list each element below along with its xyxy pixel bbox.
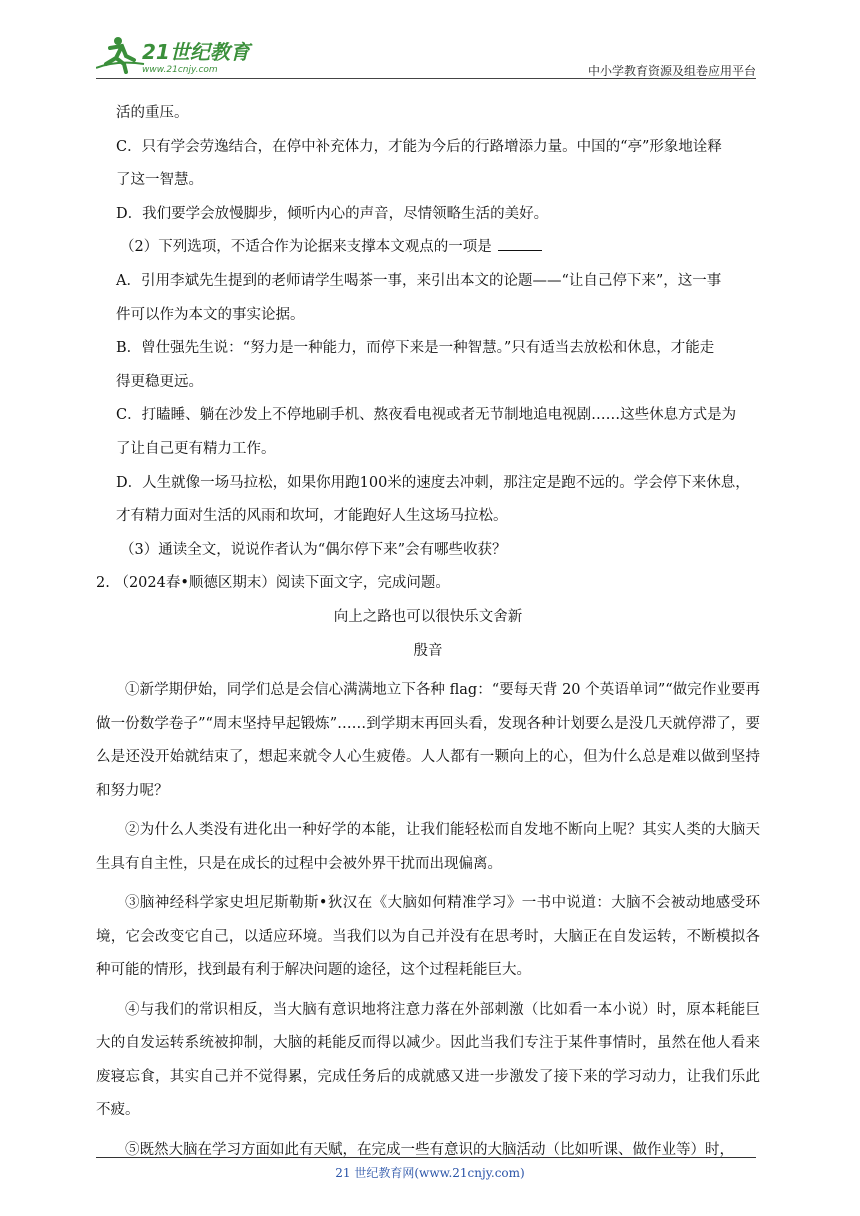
header-divider [96,78,756,79]
option-c: C．打瞌睡、躺在沙发上不停地刷手机、熬夜看电视或者无节制地追电视剧……这些休息方式是为 [116,407,737,424]
article-paragraph-2: ②为什么人类没有进化出一种好学的本能，让我们能轻松而自发地不断向上呢？其实人类的大脑天生具有自主性，只是在成长的过程中会被外界干扰而出现偏离。 [96,822,760,872]
problem-2-heading: 2. （2024春•顺德区期末）阅读下面文字，完成问题。 [96,575,450,592]
article-paragraph-3: ③脑神经科学家史坦尼斯勒斯•狄汉在《大脑如何精准学习》一书中说道：大脑不会被动地感受环境，它会改变它自己，以适应环境。当我们以为自己并没有在思考时，大脑正在自发运转，不断模拟各种可能的情形，找到最有利于解决问题的途径，这个过程耗能巨大。 [96,895,760,979]
footer-divider [96,1157,756,1158]
page-footer: 21 世纪教育网(www.21cnjy.com) [335,1166,525,1180]
question-text: （2）下列选项，不适合作为论据来支撑本文观点的一项是 [120,239,492,256]
option-d: D．人生就像一场马拉松，如果你用跑100米的速度去冲刺，那注定是跑不远的。学会停下来休息， [116,474,750,491]
text-line: 了让自己更有精力工作。 [116,440,276,457]
text-line: 才有精力面对生活的风雨和坎坷，才能跑好人生这场马拉松。 [116,508,508,525]
platform-name: 中小学教育资源及组卷应用平台 [587,64,756,78]
question-2 [96,231,760,265]
answer-blank [498,236,542,251]
option-c: C．只有学会劳逸结合，在停中补充体力，才能为今后的行路增添力量。中国的“亭”形象地诠释 [116,138,722,155]
question-3: （3）通读全文，说说作者认为“偶尔停下来”会有哪些收获？ [120,541,507,558]
text-line: 得更稳更远。 [116,373,203,390]
article-paragraph-1: ①新学期伊始，同学们总是会信心满满地立下各种 flag：“要每天背 20 个英语单词”“做完作业要再做一份数学卷子”“周末坚持早起锻炼”……到学期末再回头看，发现各种计划要么是没几天就停滞了，要么是还没开始就结束了，想起来就令人心生疲倦。人人都有一颗向上的心，但为什么总是难以做到坚持和努力呢？ [96,682,760,799]
option-b: B．曾仕强先生说：“努力是一种能力，而停下来是一种智慧。”只有适当去放松和休息，才能走 [116,340,715,357]
article-paragraph-4: ④与我们的常识相反，当大脑有意识地将注意力落在外部刺激（比如看一本小说）时，原本耗能巨大的自发运转系统被抑制，大脑的耗能反而得以减少。因此当我们专注于某件事情时，虽然在他人看来废寝忘食，其实自己并不觉得累，完成任务后的成就感又进一步激发了接下来的学习动力，让我们乐此不疲。 [96,1001,760,1119]
text-line: 活的重压。 [116,105,189,121]
document-body [96,97,760,1167]
option-d: D．我们要学会放慢脚步，倾听内心的声音，尽情领略生活的美好。 [116,205,549,222]
svg-text:www.21cnjy.com: www.21cnjy.com [142,65,218,75]
article-paragraph-5: ⑤既然大脑在学习方面如此有天赋，在完成一些有意识的大脑活动（比如听课、做作业等）时， [125,1141,734,1158]
text-line: 了这一智慧。 [116,172,203,189]
article-author: 殷音 [413,642,443,659]
page-header [96,34,756,80]
svg-text:21世纪教育: 21世纪教育 [142,40,250,64]
article-title: 向上之路也可以很快乐文舍新 [333,608,523,625]
site-logo [96,34,266,76]
text-line: 件可以作为本文的事实论据。 [116,306,305,323]
option-a: A．引用李斌先生提到的老师请学生喝茶一事，来引出本文的论题——“让自己停下来”，这一事 [116,272,722,289]
